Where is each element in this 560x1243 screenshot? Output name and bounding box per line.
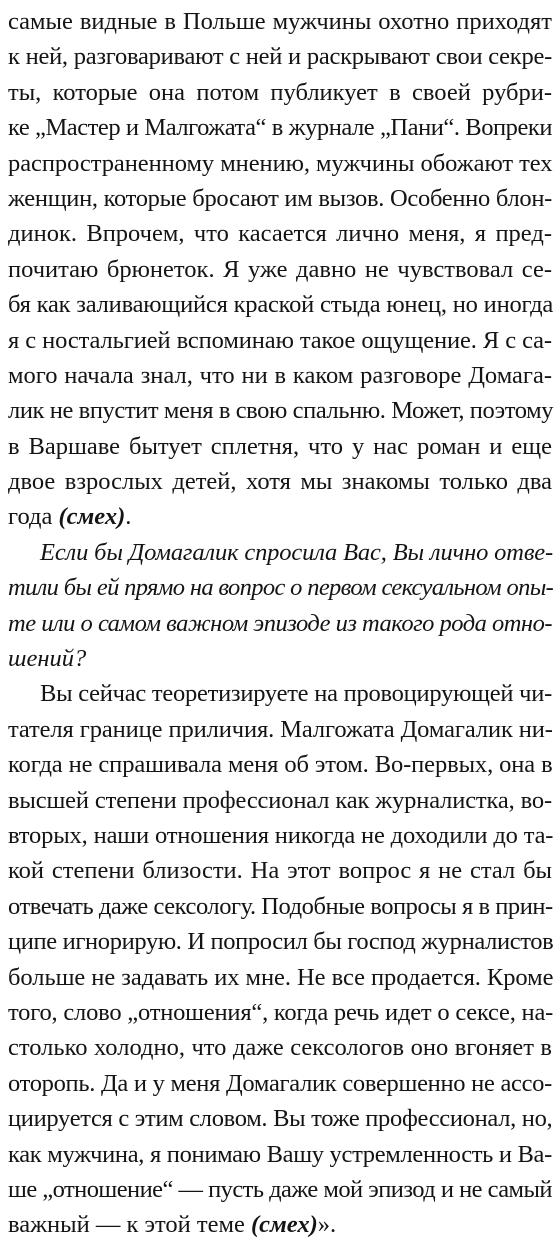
question-line: тили бы ей прямо на вопрос о первом сексуальном опы- bbox=[8, 574, 554, 602]
question-line: Если бы Домагалик спросила Вас, Вы лично отве- bbox=[40, 538, 554, 566]
text-line: ты, которые она потом публикует в своей рубри- bbox=[8, 78, 552, 106]
text-line: тателя границе приличия. Малгожата Домагалик ни- bbox=[8, 715, 553, 743]
text-line: столько холодно, что даже сексологов оно вгоняет в bbox=[8, 1034, 552, 1062]
text-line: бя как заливающийся краской стыда юнец, но иногда bbox=[8, 291, 554, 319]
text-line: оторопь. Да и у меня Домагалик совершенно не ассо- bbox=[8, 1069, 552, 1097]
text-line: ципе игнорирую. И попросил бы господ журналистов bbox=[8, 928, 554, 956]
text-line: как мужчина, я понимаю Вашу устремленность и Ва- bbox=[8, 1140, 552, 1168]
text-fragment: ». bbox=[317, 1211, 337, 1239]
text-line: кой степени близости. На этот вопрос я не стал бы bbox=[8, 857, 552, 885]
text-line: ше „отношение“ — пусть даже мой эпизод и не самый bbox=[8, 1175, 552, 1203]
text-line: того, слово „отношения“, когда речь идет о сексе, на- bbox=[8, 998, 554, 1026]
paragraph-answer bbox=[8, 676, 552, 1242]
text-line: я с ностальгией вспоминаю такое ощущение. Я с са- bbox=[8, 326, 552, 354]
text-line: отвечать даже сексологу. Подобные вопросы я в прин- bbox=[8, 892, 553, 920]
question-line: шений? bbox=[8, 645, 87, 673]
interview-question bbox=[8, 535, 552, 677]
text-line: Вы сейчас теоретизируете на провоцирующей чи- bbox=[40, 680, 552, 708]
text-line: вторых, наши отношения никогда не доходили до та- bbox=[8, 821, 554, 849]
text-line: больше не задавать их мне. Не все продается. Кроме bbox=[8, 963, 554, 991]
text-line-last bbox=[8, 499, 552, 534]
text-line: женщин, которые бросают им вызов. Особенно блон- bbox=[8, 184, 552, 212]
text-line: мого начала знал, что ни в каком разговоре Домага- bbox=[8, 361, 552, 389]
text-line: самые видные в Польше мужчины охотно приходят bbox=[8, 8, 552, 35]
text-fragment: года bbox=[8, 503, 59, 531]
text-line: лик не впустит меня в свою спальню. Может, поэтому bbox=[8, 397, 554, 425]
text-fragment: . bbox=[125, 503, 132, 531]
text-line: ке „Мастер и Малгожата“ в журнале „Пани“. Вопреки bbox=[8, 114, 552, 142]
text-line: почитаю брюнеток. Я уже давно не чувствовал се- bbox=[8, 255, 552, 283]
text-line-last bbox=[8, 1207, 552, 1242]
question-line: те или о самом важном эпизоде из такого рода отно- bbox=[8, 609, 552, 637]
text-line: в Варшаве бытует сплетня, что у нас роман и еще bbox=[8, 432, 552, 460]
text-line: распространенному мнению, мужчины обожают тех bbox=[8, 149, 553, 177]
paragraph-answer-continued bbox=[8, 4, 552, 535]
text-line: циируется с этим словом. Вы тоже профессионал, но, bbox=[8, 1105, 553, 1133]
laughter-note: (смех) bbox=[250, 1211, 318, 1239]
text-line: когда не спрашивала меня об этом. Во-первых, она в bbox=[8, 751, 553, 779]
laughter-note: (смех) bbox=[58, 503, 126, 531]
text-fragment: важный — к этой теме bbox=[8, 1211, 251, 1239]
text-line: динок. Впрочем, что касается лично меня, я пред- bbox=[8, 220, 552, 248]
text-line: к ней, разговаривают с ней и раскрывают свои секре- bbox=[8, 43, 552, 71]
text-line: высшей степени профессионал как журналистка, во- bbox=[8, 786, 552, 814]
text-line: двое взрослых детей, хотя мы знакомы только два bbox=[8, 468, 552, 496]
